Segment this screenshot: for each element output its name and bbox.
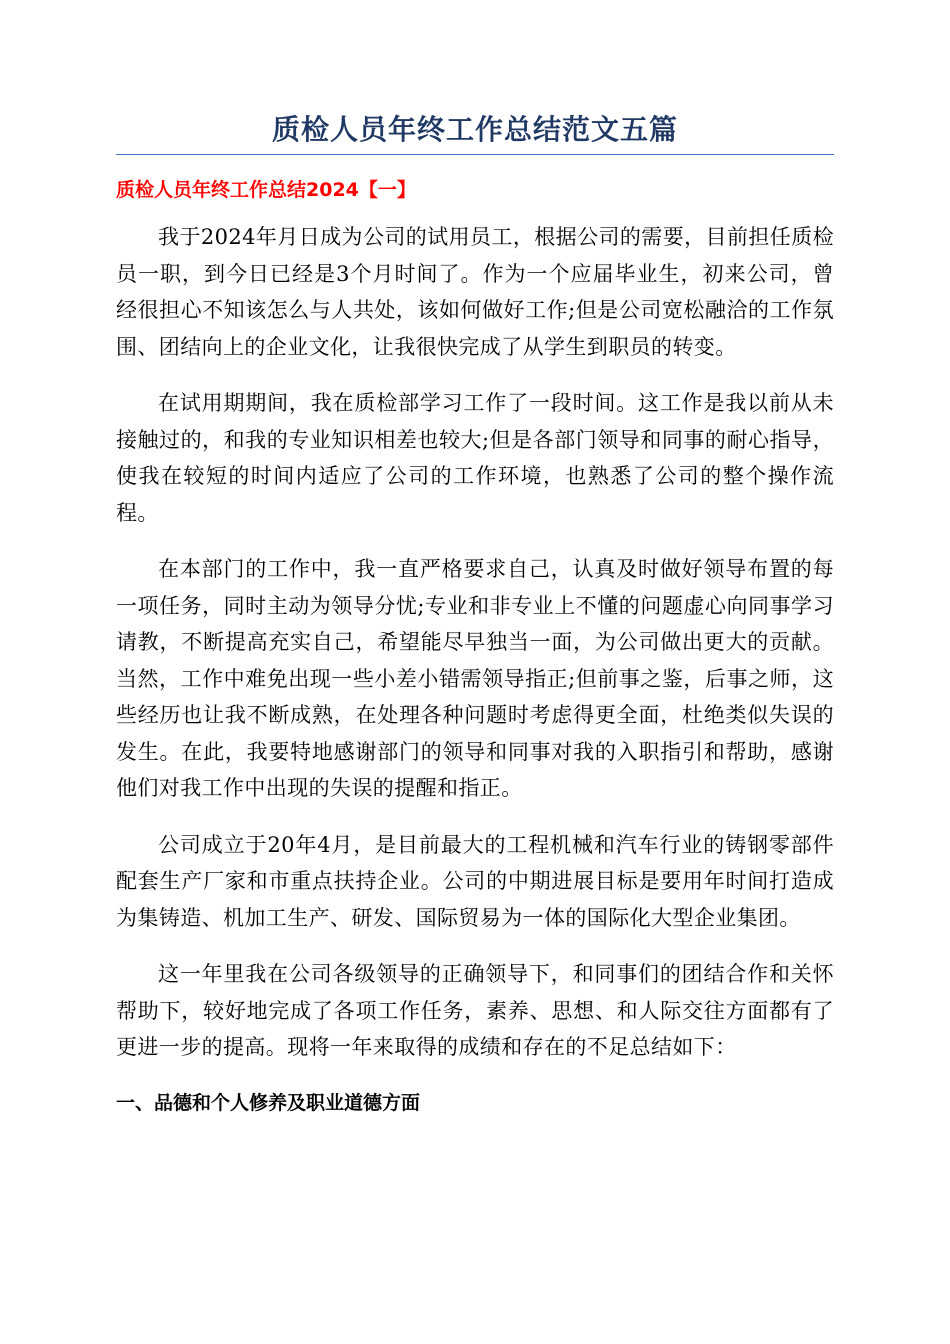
body-paragraph-4: 公司成立于20年4月，是目前最大的工程机械和汽车行业的铸钢零部件配套生产厂家和市重点扶持企业。公司的中期进展目标是要用年时间打造成为集铸造、机加工生产、研发、国际贸易为一体的国际化大型企业集团。 (116, 832, 834, 930)
body-paragraph-1: 我于2024年月日成为公司的试用员工，根据公司的需要，目前担任质检员一职，到今日已经是3个月时间了。作为一个应届毕业生，初来公司，曾经很担心不知该怎么与人共处，该如何做好工作;但是公司宽松融洽的工作氛围、团结向上的企业文化，让我很快完成了从学生到职员的转变。 (116, 225, 834, 359)
title-underline-divider (116, 154, 834, 155)
section-heading: 质检人员年终工作总结2024【一】 (116, 179, 416, 201)
document-title: 质检人员年终工作总结范文五篇 (271, 113, 678, 146)
body-paragraph-2: 在试用期期间，我在质检部学习工作了一段时间。这工作是我以前从未接触过的，和我的专业知识相差也较大;但是各部门领导和同事的耐心指导，使我在较短的时间内适应了公司的工作环境，也熟悉了公司的整个操作流程。 (116, 391, 834, 525)
subsection-heading: 一、品德和个人修养及职业道德方面 (116, 1091, 421, 1114)
document-page (116, 110, 834, 1120)
body-paragraph-5: 这一年里我在公司各级领导的正确领导下，和同事们的团结合作和关怀帮助下，较好地完成了各项工作任务，素养、思想、和人际交往方面都有了更进一步的提高。现将一年来取得的成绩和存在的不足总结如下： (116, 962, 834, 1059)
body-paragraph-3: 在本部门的工作中，我一直严格要求自己，认真及时做好领导布置的每一项任务，同时主动为领导分忧;专业和非专业上不懂的问题虚心向同事学习请教，不断提高充实自己，希望能尽早独当一面，为公司做出更大的贡献。当然，工作中难免出现一些小差小错需领导指正;但前事之鉴，后事之师，这些经历也让我不断成熟，在处理各种问题时考虑得更全面，杜绝类似失误的发生。在此，我要特地感谢部门的领导和同事对我的入职指引和帮助，感谢他们对我工作中出现的失误的提醒和指正。 (116, 557, 834, 800)
